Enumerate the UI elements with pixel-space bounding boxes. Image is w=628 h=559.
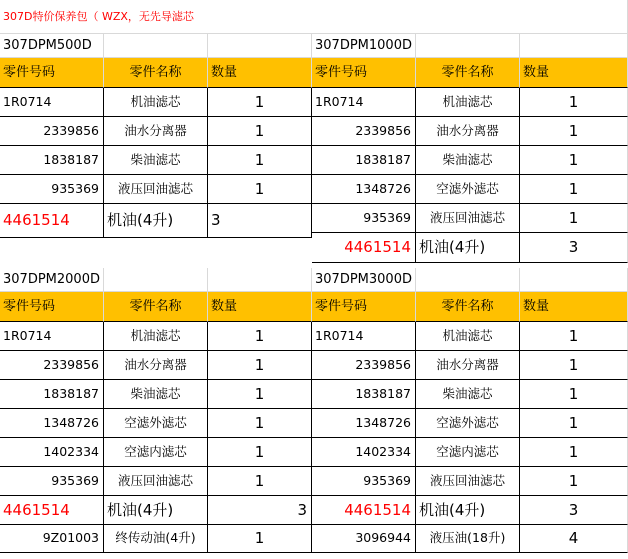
part-number[interactable]: 2339856 — [312, 117, 416, 146]
part-name[interactable]: 油水分离器 — [104, 117, 208, 146]
empty-cell[interactable] — [208, 34, 312, 58]
table-name[interactable]: 307DPM2000D — [0, 268, 104, 292]
quantity[interactable]: 1 — [520, 409, 628, 438]
part-name[interactable]: 机油滤芯 — [416, 88, 520, 117]
header-part-name[interactable]: 零件名称 — [416, 58, 520, 88]
quantity[interactable]: 1 — [520, 467, 628, 496]
part-number[interactable]: 935369 — [0, 467, 104, 496]
part-number[interactable]: 1838187 — [312, 380, 416, 409]
table-name[interactable]: 307DPM1000D — [312, 34, 416, 58]
part-name[interactable]: 机油滤芯 — [104, 322, 208, 351]
part-name[interactable]: 油水分离器 — [104, 351, 208, 380]
quantity[interactable]: 3 — [520, 496, 628, 525]
empty-cell[interactable] — [520, 268, 628, 292]
part-name[interactable]: 空滤外滤芯 — [416, 409, 520, 438]
part-name[interactable]: 机油(4升) — [416, 233, 520, 263]
part-name[interactable]: 柴油滤芯 — [104, 146, 208, 175]
quantity[interactable]: 1 — [208, 117, 312, 146]
header-part-name[interactable]: 零件名称 — [104, 292, 208, 322]
part-name[interactable]: 机油(4升) — [104, 496, 208, 525]
part-number[interactable]: 2339856 — [0, 117, 104, 146]
quantity[interactable]: 3 — [520, 233, 628, 263]
part-number[interactable]: 1402334 — [0, 438, 104, 467]
part-name[interactable]: 机油滤芯 — [416, 322, 520, 351]
part-number[interactable]: 4461514 — [312, 496, 416, 525]
part-number[interactable]: 1838187 — [0, 146, 104, 175]
part-name[interactable]: 液压回油滤芯 — [104, 467, 208, 496]
empty-cell[interactable] — [208, 268, 312, 292]
part-number[interactable]: 935369 — [0, 175, 104, 204]
part-name[interactable]: 空滤内滤芯 — [104, 438, 208, 467]
quantity[interactable]: 1 — [208, 88, 312, 117]
part-name[interactable]: 液压回油滤芯 — [416, 467, 520, 496]
part-name[interactable]: 机油(4升) — [416, 496, 520, 525]
quantity[interactable]: 1 — [520, 380, 628, 409]
header-part-no[interactable]: 零件号码 — [0, 292, 104, 322]
part-name[interactable]: 柴油滤芯 — [416, 146, 520, 175]
part-number[interactable]: 9Z01003 — [0, 525, 104, 553]
empty-cell[interactable] — [104, 268, 208, 292]
header-qty[interactable]: 数量 — [208, 58, 312, 88]
quantity[interactable]: 1 — [520, 146, 628, 175]
quantity[interactable]: 1 — [520, 351, 628, 380]
part-name[interactable]: 柴油滤芯 — [104, 380, 208, 409]
quantity[interactable]: 1 — [520, 438, 628, 467]
part-number[interactable]: 4461514 — [0, 496, 104, 525]
empty-cell[interactable] — [416, 34, 520, 58]
part-number[interactable]: 3096944 — [312, 525, 416, 553]
part-number[interactable]: 4461514 — [0, 204, 104, 238]
empty-cell[interactable] — [104, 34, 208, 58]
part-number[interactable]: 2339856 — [312, 351, 416, 380]
part-name[interactable]: 液压回油滤芯 — [416, 204, 520, 233]
part-number[interactable]: 1R0714 — [312, 322, 416, 351]
header-qty[interactable]: 数量 — [520, 292, 628, 322]
quantity[interactable]: 1 — [520, 204, 628, 233]
part-name[interactable]: 空滤外滤芯 — [104, 409, 208, 438]
part-name[interactable]: 油水分离器 — [416, 351, 520, 380]
part-name[interactable]: 机油(4升) — [104, 204, 208, 238]
part-name[interactable]: 柴油滤芯 — [416, 380, 520, 409]
quantity[interactable]: 1 — [208, 409, 312, 438]
part-number[interactable]: 1348726 — [0, 409, 104, 438]
table-name[interactable]: 307DPM3000D — [312, 268, 416, 292]
part-number[interactable]: 1402334 — [312, 438, 416, 467]
part-number[interactable]: 935369 — [312, 204, 416, 233]
quantity[interactable]: 1 — [208, 467, 312, 496]
part-number[interactable]: 1838187 — [0, 380, 104, 409]
quantity[interactable]: 1 — [208, 380, 312, 409]
part-number[interactable]: 935369 — [312, 467, 416, 496]
quantity[interactable]: 3 — [208, 204, 312, 238]
part-name[interactable]: 机油滤芯 — [104, 88, 208, 117]
quantity[interactable]: 1 — [208, 146, 312, 175]
header-part-no[interactable]: 零件号码 — [312, 292, 416, 322]
header-qty[interactable]: 数量 — [520, 58, 628, 88]
quantity[interactable]: 1 — [208, 175, 312, 204]
quantity[interactable]: 1 — [208, 351, 312, 380]
part-name[interactable]: 终传动油(4升) — [104, 525, 208, 553]
quantity[interactable]: 1 — [520, 88, 628, 117]
quantity[interactable]: 1 — [208, 322, 312, 351]
header-part-no[interactable]: 零件号码 — [0, 58, 104, 88]
part-name[interactable]: 空滤外滤芯 — [416, 175, 520, 204]
header-part-no[interactable]: 零件号码 — [312, 58, 416, 88]
quantity[interactable]: 1 — [520, 117, 628, 146]
header-part-name[interactable]: 零件名称 — [416, 292, 520, 322]
header-qty[interactable]: 数量 — [208, 292, 312, 322]
part-number[interactable]: 1R0714 — [0, 88, 104, 117]
part-number[interactable]: 1348726 — [312, 409, 416, 438]
part-name[interactable]: 液压油(18升) — [416, 525, 520, 553]
empty-cell[interactable] — [416, 268, 520, 292]
quantity[interactable]: 3 — [208, 496, 312, 525]
part-number[interactable]: 1R0714 — [312, 88, 416, 117]
part-name[interactable]: 油水分离器 — [416, 117, 520, 146]
part-name[interactable]: 液压回油滤芯 — [104, 175, 208, 204]
quantity[interactable]: 1 — [208, 525, 312, 553]
quantity[interactable]: 4 — [520, 525, 628, 553]
quantity[interactable]: 1 — [208, 438, 312, 467]
empty-cell[interactable] — [520, 34, 628, 58]
part-number[interactable]: 2339856 — [0, 351, 104, 380]
part-number[interactable]: 1348726 — [312, 175, 416, 204]
part-number[interactable]: 1838187 — [312, 146, 416, 175]
table-name[interactable]: 307DPM500D — [0, 34, 104, 58]
header-part-name[interactable]: 零件名称 — [104, 58, 208, 88]
part-name[interactable]: 空滤内滤芯 — [416, 438, 520, 467]
quantity[interactable]: 1 — [520, 175, 628, 204]
quantity[interactable]: 1 — [520, 322, 628, 351]
part-number[interactable]: 1R0714 — [0, 322, 104, 351]
sheet-title[interactable]: 307D特价保养包（ WZX，无先导滤芯 — [0, 0, 628, 34]
part-number[interactable]: 4461514 — [312, 233, 416, 263]
